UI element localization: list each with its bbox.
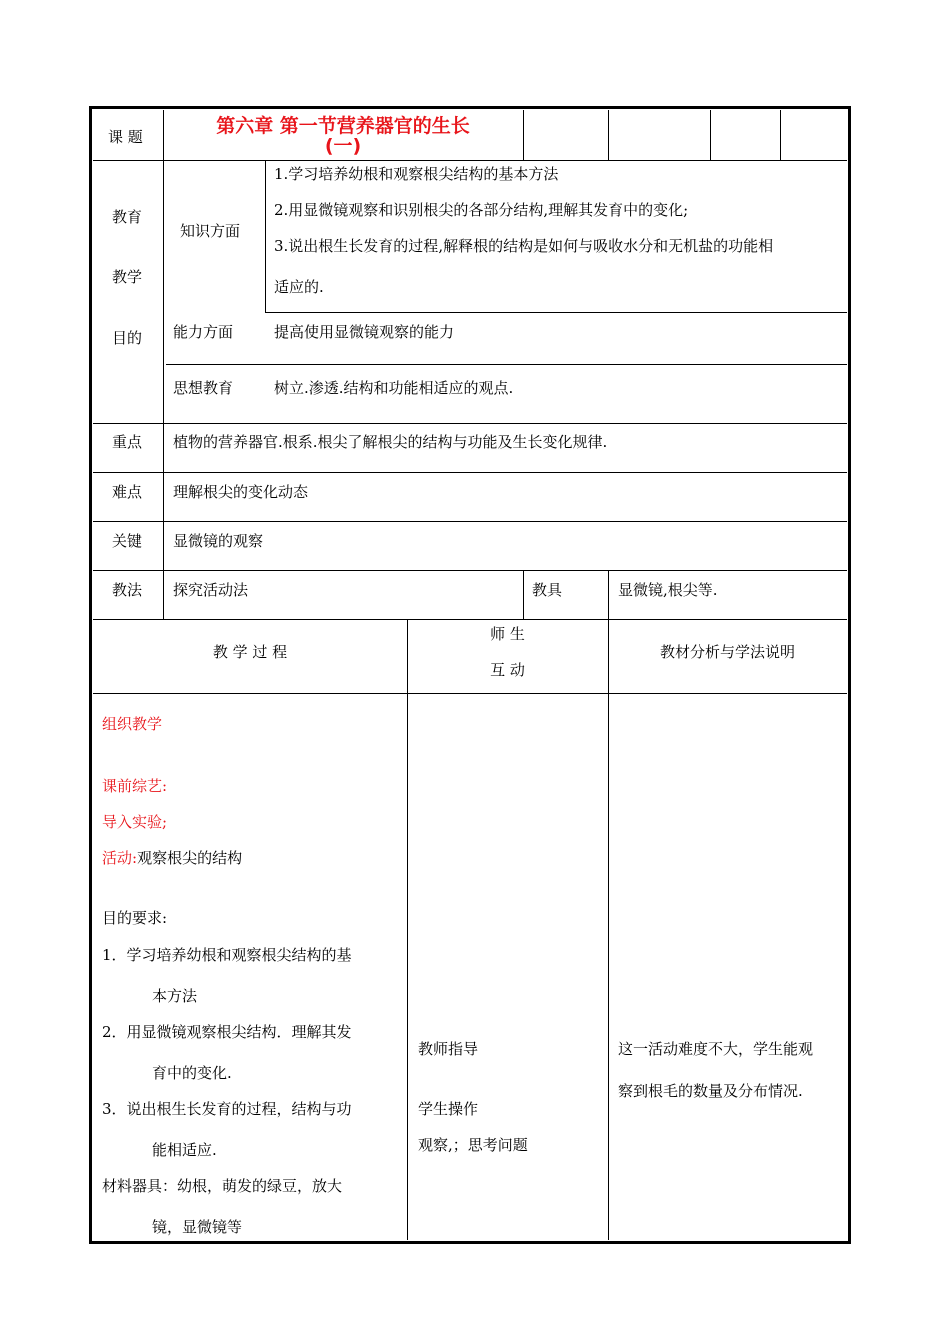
pre-class-heading: 课前综艺: xyxy=(102,777,168,795)
col-divider xyxy=(780,110,781,160)
col-divider xyxy=(710,110,711,160)
objectives-label: 教学 xyxy=(112,268,143,286)
knowledge-item: 适应的. xyxy=(274,278,324,296)
col-divider xyxy=(523,570,524,619)
materials-text-cont: 镜，显微镜等 xyxy=(152,1218,243,1236)
teacher-guide: 教师指导 xyxy=(418,1040,479,1058)
materials-text: 材料器具：幼根，萌发的绿豆，放大 xyxy=(102,1177,343,1195)
row-divider xyxy=(93,472,847,473)
student-observe: 观察,；思考问题 xyxy=(418,1136,528,1154)
key-points-text: 植物的营养器官.根系.根尖了解根尖的结构与功能及生长变化规律. xyxy=(173,433,608,451)
goal-item: 1．学习培养幼根和观察根尖结构的基 xyxy=(102,946,352,964)
knowledge-item: 3.说出根生长发育的过程,解释根的结构是如何与吸收水分和无机盐的功能相 xyxy=(274,237,774,255)
row-divider xyxy=(93,693,847,694)
row-divider xyxy=(265,312,847,313)
col-divider xyxy=(265,160,266,312)
row-divider xyxy=(93,619,847,620)
activity-text: 观察根尖的结构 xyxy=(137,849,243,867)
ability-text: 提高使用显微镜观察的能力 xyxy=(274,323,455,341)
activity-label: 活动: xyxy=(102,849,138,867)
intro-heading: 导入实验; xyxy=(102,813,168,831)
subject-label: 课 题 xyxy=(108,128,143,146)
goal-item: 3．说出根生长发育的过程，结构与功 xyxy=(102,1100,352,1118)
process-column-header: 教 学 过 程 xyxy=(212,643,288,661)
difficulty-text: 理解根尖的变化动态 xyxy=(173,483,309,501)
col-divider xyxy=(523,110,524,160)
lesson-title-part: (一) xyxy=(324,135,362,157)
key-label: 关键 xyxy=(112,532,143,550)
thought-text: 树立.渗透.结构和功能相适应的观点. xyxy=(274,379,514,397)
goal-item-cont: 育中的变化. xyxy=(152,1064,232,1082)
row-divider xyxy=(93,160,847,161)
analysis-text: 这一活动难度不大，学生能观 xyxy=(618,1040,814,1058)
key-points-label: 重点 xyxy=(112,433,143,451)
row-divider xyxy=(93,521,847,522)
key-text: 显微镜的观察 xyxy=(173,532,264,550)
knowledge-label: 知识方面 xyxy=(180,222,241,240)
col-divider xyxy=(407,619,408,1240)
col-divider xyxy=(608,619,609,1240)
interaction-column-header: 互 动 xyxy=(490,661,525,679)
tools-label: 教具 xyxy=(532,581,563,599)
analysis-column-header: 教材分析与学法说明 xyxy=(659,643,795,661)
goal-item-cont: 能相适应. xyxy=(152,1141,217,1159)
knowledge-item: 2.用显微镜观察和识别根尖的各部分结构,理解其发育中的变化; xyxy=(274,201,689,219)
method-text: 探究活动法 xyxy=(173,581,249,599)
lesson-title: 第六章 第一节营养器官的生长 xyxy=(216,115,470,137)
ability-label: 能力方面 xyxy=(173,323,234,341)
goal-title: 目的要求: xyxy=(102,909,168,927)
objectives-label: 目的 xyxy=(112,329,143,347)
thought-label: 思想教育 xyxy=(173,379,234,397)
row-divider xyxy=(93,423,847,424)
objectives-label: 教育 xyxy=(112,208,143,226)
goal-item: 2．用显微镜观察根尖结构．理解其发 xyxy=(102,1023,352,1041)
col-divider xyxy=(163,110,164,619)
col-divider xyxy=(608,570,609,619)
interaction-column-header: 师 生 xyxy=(490,625,525,643)
col-divider xyxy=(608,110,609,160)
method-label: 教法 xyxy=(112,581,143,599)
student-operation: 学生操作 xyxy=(418,1100,479,1118)
tools-text: 显微镜,根尖等. xyxy=(618,581,718,599)
goal-item-cont: 本方法 xyxy=(152,987,198,1005)
row-divider xyxy=(166,364,847,365)
difficulty-label: 难点 xyxy=(112,483,143,501)
analysis-text: 察到根毛的数量及分布情况. xyxy=(618,1082,803,1100)
knowledge-item: 1.学习培养幼根和观察根尖结构的基本方法 xyxy=(274,165,559,183)
organize-heading: 组织教学 xyxy=(102,715,163,733)
row-divider xyxy=(93,570,847,571)
